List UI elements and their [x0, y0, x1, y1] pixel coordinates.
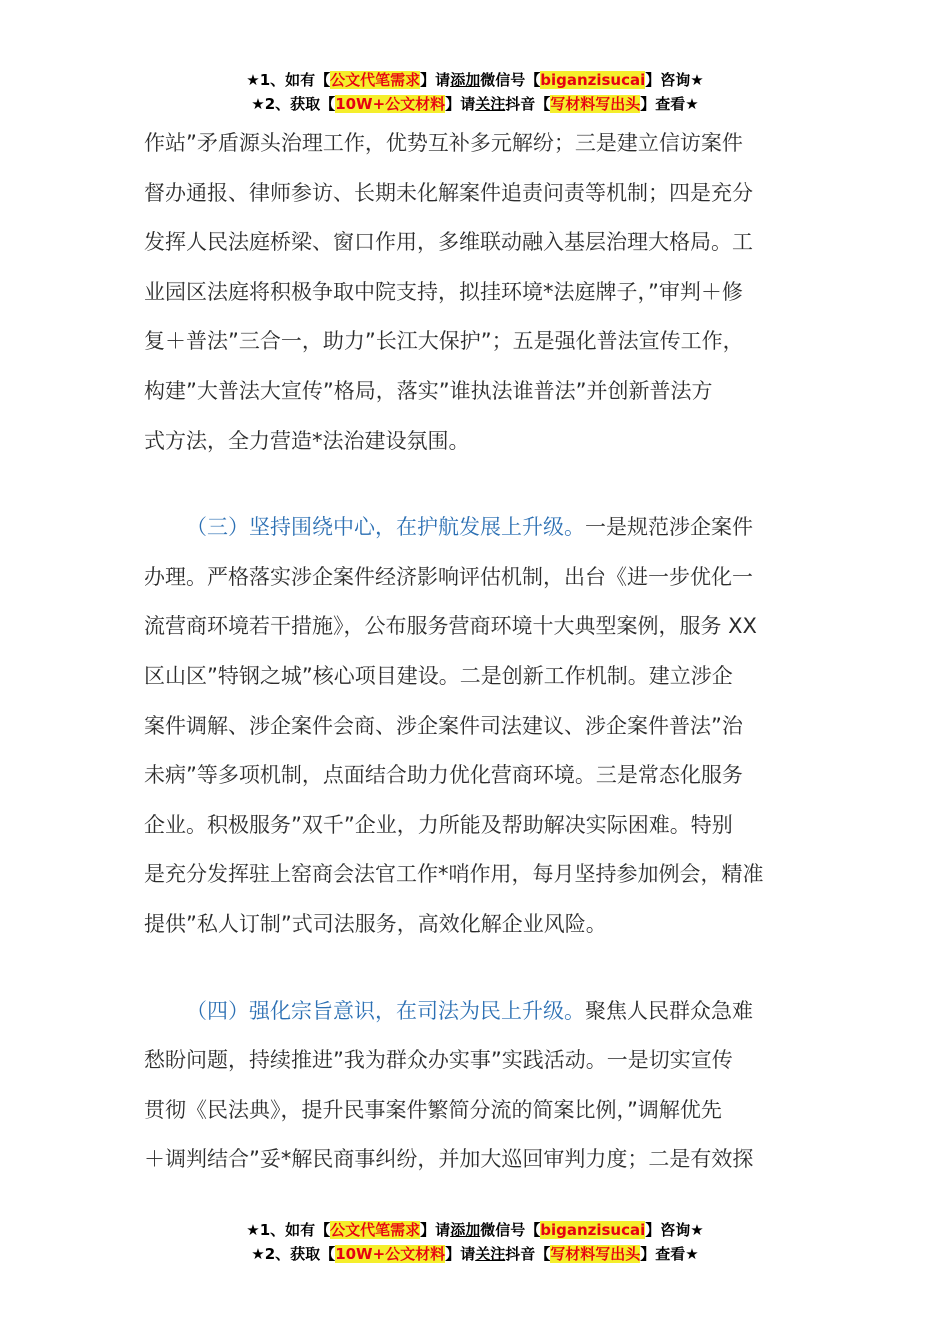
banner-text: 】查看★ [640, 95, 699, 113]
banner-line-1 [0, 68, 950, 92]
banner-highlight: 写材料写出头 [550, 95, 641, 113]
banner-line-2 [0, 1242, 950, 1266]
banner-text: ★1、如有【 [246, 1221, 331, 1239]
banner-text: 】查看★ [640, 1245, 699, 1263]
text-line: ＋调判结合”妥*解民商事纠纷，并加大巡回审判力度；二是有效探 [144, 1147, 754, 1172]
banner-text: 微信号【 [480, 1221, 541, 1239]
paragraph-1 [144, 119, 814, 466]
footer-banner [0, 1218, 950, 1266]
text-line: 业园区法庭将积极争取中院支持，拟挂环境*法庭牌子，”审判＋修 [144, 279, 743, 304]
text-line-rest: 一是规范涉企案件 [585, 515, 753, 540]
section-heading: （四）强化宗旨意识，在司法为民上升级。 [186, 998, 585, 1023]
banner-text: 】请 [445, 1245, 476, 1263]
text-line: 督办通报、律师参访、长期未化解案件追责问责等机制；四是充分 [144, 180, 753, 205]
header-banner [0, 68, 950, 116]
text-line: 式方法，全力营造*法治建设氛围。 [144, 428, 470, 453]
text-line: 未病”等多项机制，点面结合助力优化营商环境。三是常态化服务 [144, 763, 743, 788]
text-line [144, 987, 814, 1037]
banner-text: 】请 [420, 1221, 451, 1239]
text-line: 贯彻《民法典》，提升民事案件繁简分流的简案比例，”调解优先 [144, 1097, 722, 1122]
banner-text: ★1、如有【 [246, 71, 331, 89]
text-line: 区山区”特钢之城”核心项目建设。二是创新工作机制。建立涉企 [144, 663, 733, 688]
text-line: 办理。严格落实涉企案件经济影响评估机制，出台《进一步优化一 [144, 564, 753, 589]
text-line: 复＋普法”三合一，助力”长江大保护”；五是强化普法宣传工作， [144, 329, 744, 354]
banner-text: 】咨询★ [645, 71, 704, 89]
banner-text: 】请 [420, 71, 451, 89]
banner-line-1 [0, 1218, 950, 1242]
banner-highlight: 10W+公文材料 [335, 1245, 446, 1263]
banner-underlined-text: 添加 [450, 71, 481, 89]
banner-underlined-text: 关注 [475, 1245, 506, 1263]
text-line: 构建”大普法大宣传”格局，落实”谁执法谁普法”并创新普法方 [144, 378, 713, 403]
text-line: 案件调解、涉企案件会商、涉企案件司法建议、涉企案件普法”治 [144, 713, 743, 738]
text-line: 提供”私人订制”式司法服务，高效化解企业风险。 [144, 911, 607, 936]
banner-highlight: 写材料写出头 [550, 1245, 641, 1263]
banner-text: ★2、获取【 [251, 1245, 336, 1263]
document-body [144, 119, 814, 1185]
text-line: 是充分发挥驻上窑商会法官工作*哨作用，每月坚持参加例会，精准 [144, 862, 764, 887]
banner-text: 抖音【 [505, 95, 551, 113]
banner-text: ★2、获取【 [251, 95, 336, 113]
banner-highlight: biganzisucai [540, 1221, 646, 1239]
banner-text: 】请 [445, 95, 476, 113]
paragraph-3 [144, 987, 814, 1185]
banner-text: 微信号【 [480, 71, 541, 89]
text-line: 作站”矛盾源头治理工作，优势互补多元解纷；三是建立信访案件 [144, 131, 743, 155]
text-line [144, 503, 814, 553]
banner-highlight: 公文代笔需求 [330, 71, 421, 89]
banner-underlined-text: 添加 [450, 1221, 481, 1239]
text-line: 流营商环境若干措施》，公布服务营商环境十大典型案例，服务 XX [144, 614, 757, 639]
section-heading: （三）坚持围绕中心，在护航发展上升级。 [186, 515, 585, 540]
banner-highlight: 公文代笔需求 [330, 1221, 421, 1239]
text-line: 企业。积极服务”双千”企业，力所能及帮助解决实际困难。特别 [144, 812, 733, 837]
paragraph-2 [144, 503, 814, 949]
banner-text: 抖音【 [505, 1245, 551, 1263]
text-line: 发挥人民法庭桥梁、窗口作用，多维联动融入基层治理大格局。工 [144, 230, 753, 255]
banner-highlight: biganzisucai [540, 71, 646, 89]
banner-line-2 [0, 92, 950, 116]
text-line: 愁盼问题，持续推进”我为群众办实事”实践活动。一是切实宣传 [144, 1048, 733, 1073]
text-line-rest: 聚焦人民群众急难 [585, 998, 753, 1023]
banner-underlined-text: 关注 [475, 95, 506, 113]
banner-highlight: 10W+公文材料 [335, 95, 446, 113]
banner-text: 】咨询★ [645, 1221, 704, 1239]
